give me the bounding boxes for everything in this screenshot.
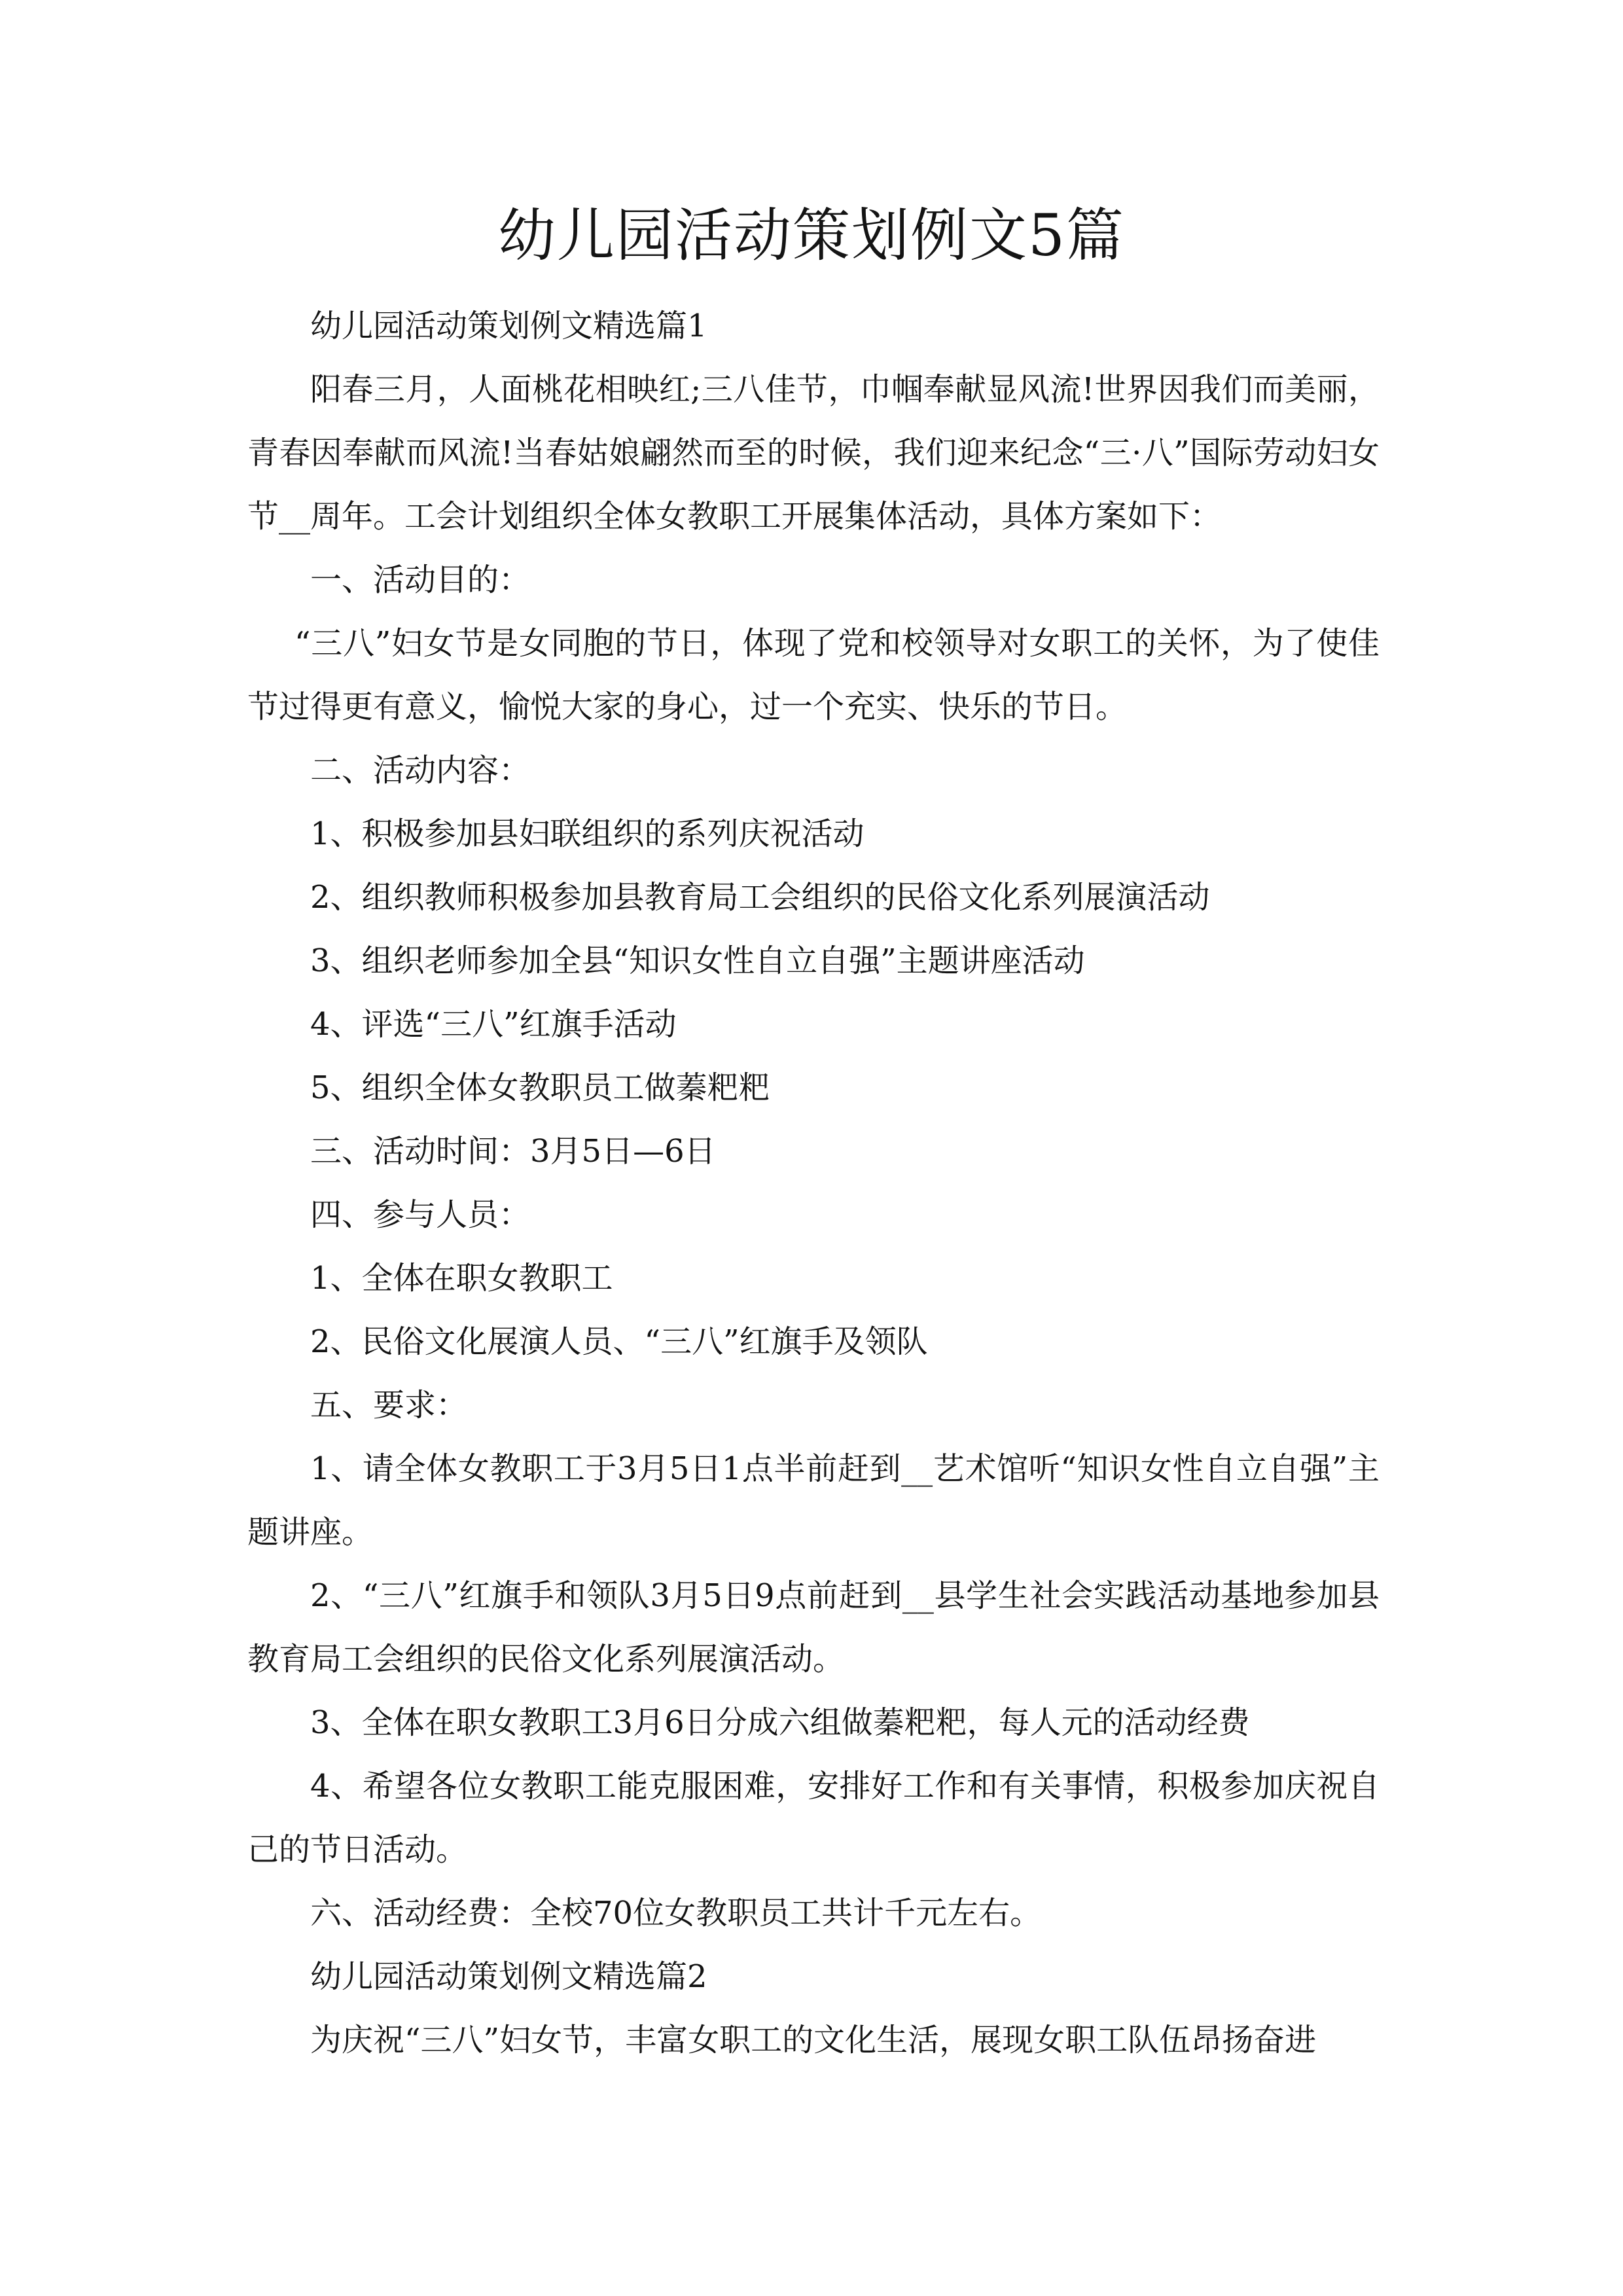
section-heading: 四、参与人员： [310,1196,531,1233]
section-heading: 幼儿园活动策划例文精选篇2 [310,1958,707,1995]
list-item: 2、组织教师积极参加县教育局工会组织的民俗文化系列展演活动 [310,879,1210,916]
document-title: 幼儿园活动策划例文5篇 [498,202,1125,269]
list-item: 2、“三八”红旗手和领队3月5日9点前赶到__县学生社会实践活动基地参加县教育局工会组织的民俗文化系列展演活动。 [247,1577,1380,1677]
list-item: 3、全体在职女教职工3月6日分成六组做蓁粑粑，每人元的活动经费 [310,1704,1250,1741]
list-item: 1、全体在职女教职工 [310,1260,613,1297]
list-item: 2、民俗文化展演人员、“三八”红旗手及领队 [310,1323,928,1360]
paragraph: “三八”妇女节是女同胞的节日，体现了党和校领导对女职工的关怀，为了使佳节过得更有意义，愉悦大家的身心，过一个充实、快乐的节日。 [247,625,1380,725]
section-heading: 三、活动时间：3月5日—6日 [310,1133,716,1170]
paragraph: 阳春三月，人面桃花相映红;三八佳节，巾帼奉献显风流!世界因我们而美丽，青春因奉献而风流!当春姑娘翩然而至的时候，我们迎来纪念“三·八”国际劳动妇女节__周年。工会计划组织全体女教职工开展集体活动，具体方案如下： [247,371,1380,535]
list-item: 1、积极参加县妇联组织的系列庆祝活动 [310,816,865,852]
paragraph: 为庆祝“三八”妇女节，丰富女职工的文化生活，展现女职工队伍昂扬奋进 [310,2022,1317,2058]
section-heading: 幼儿园活动策划例文精选篇1 [310,308,707,344]
list-item: 3、组织老师参加全县“知识女性自立自强”主题讲座活动 [310,942,1085,979]
document-body [247,295,1380,2072]
list-item: 4、评选“三八”红旗手活动 [310,1006,677,1043]
section-heading: 二、活动内容： [310,752,531,789]
section-heading: 六、活动经费：全校70位女教职员工共计千元左右。 [310,1895,1042,1931]
list-item: 5、组织全体女教职员工做蓁粑粑 [310,1069,770,1106]
section-heading: 一、活动目的： [310,562,531,598]
section-heading: 五、要求： [310,1387,468,1424]
list-item: 4、希望各位女教职工能克服困难，安排好工作和有关事情，积极参加庆祝自己的节日活动。 [247,1768,1380,1868]
list-item: 1、请全体女教职工于3月5日1点半前赶到__艺术馆听“知识女性自立自强”主题讲座。 [247,1450,1380,1551]
